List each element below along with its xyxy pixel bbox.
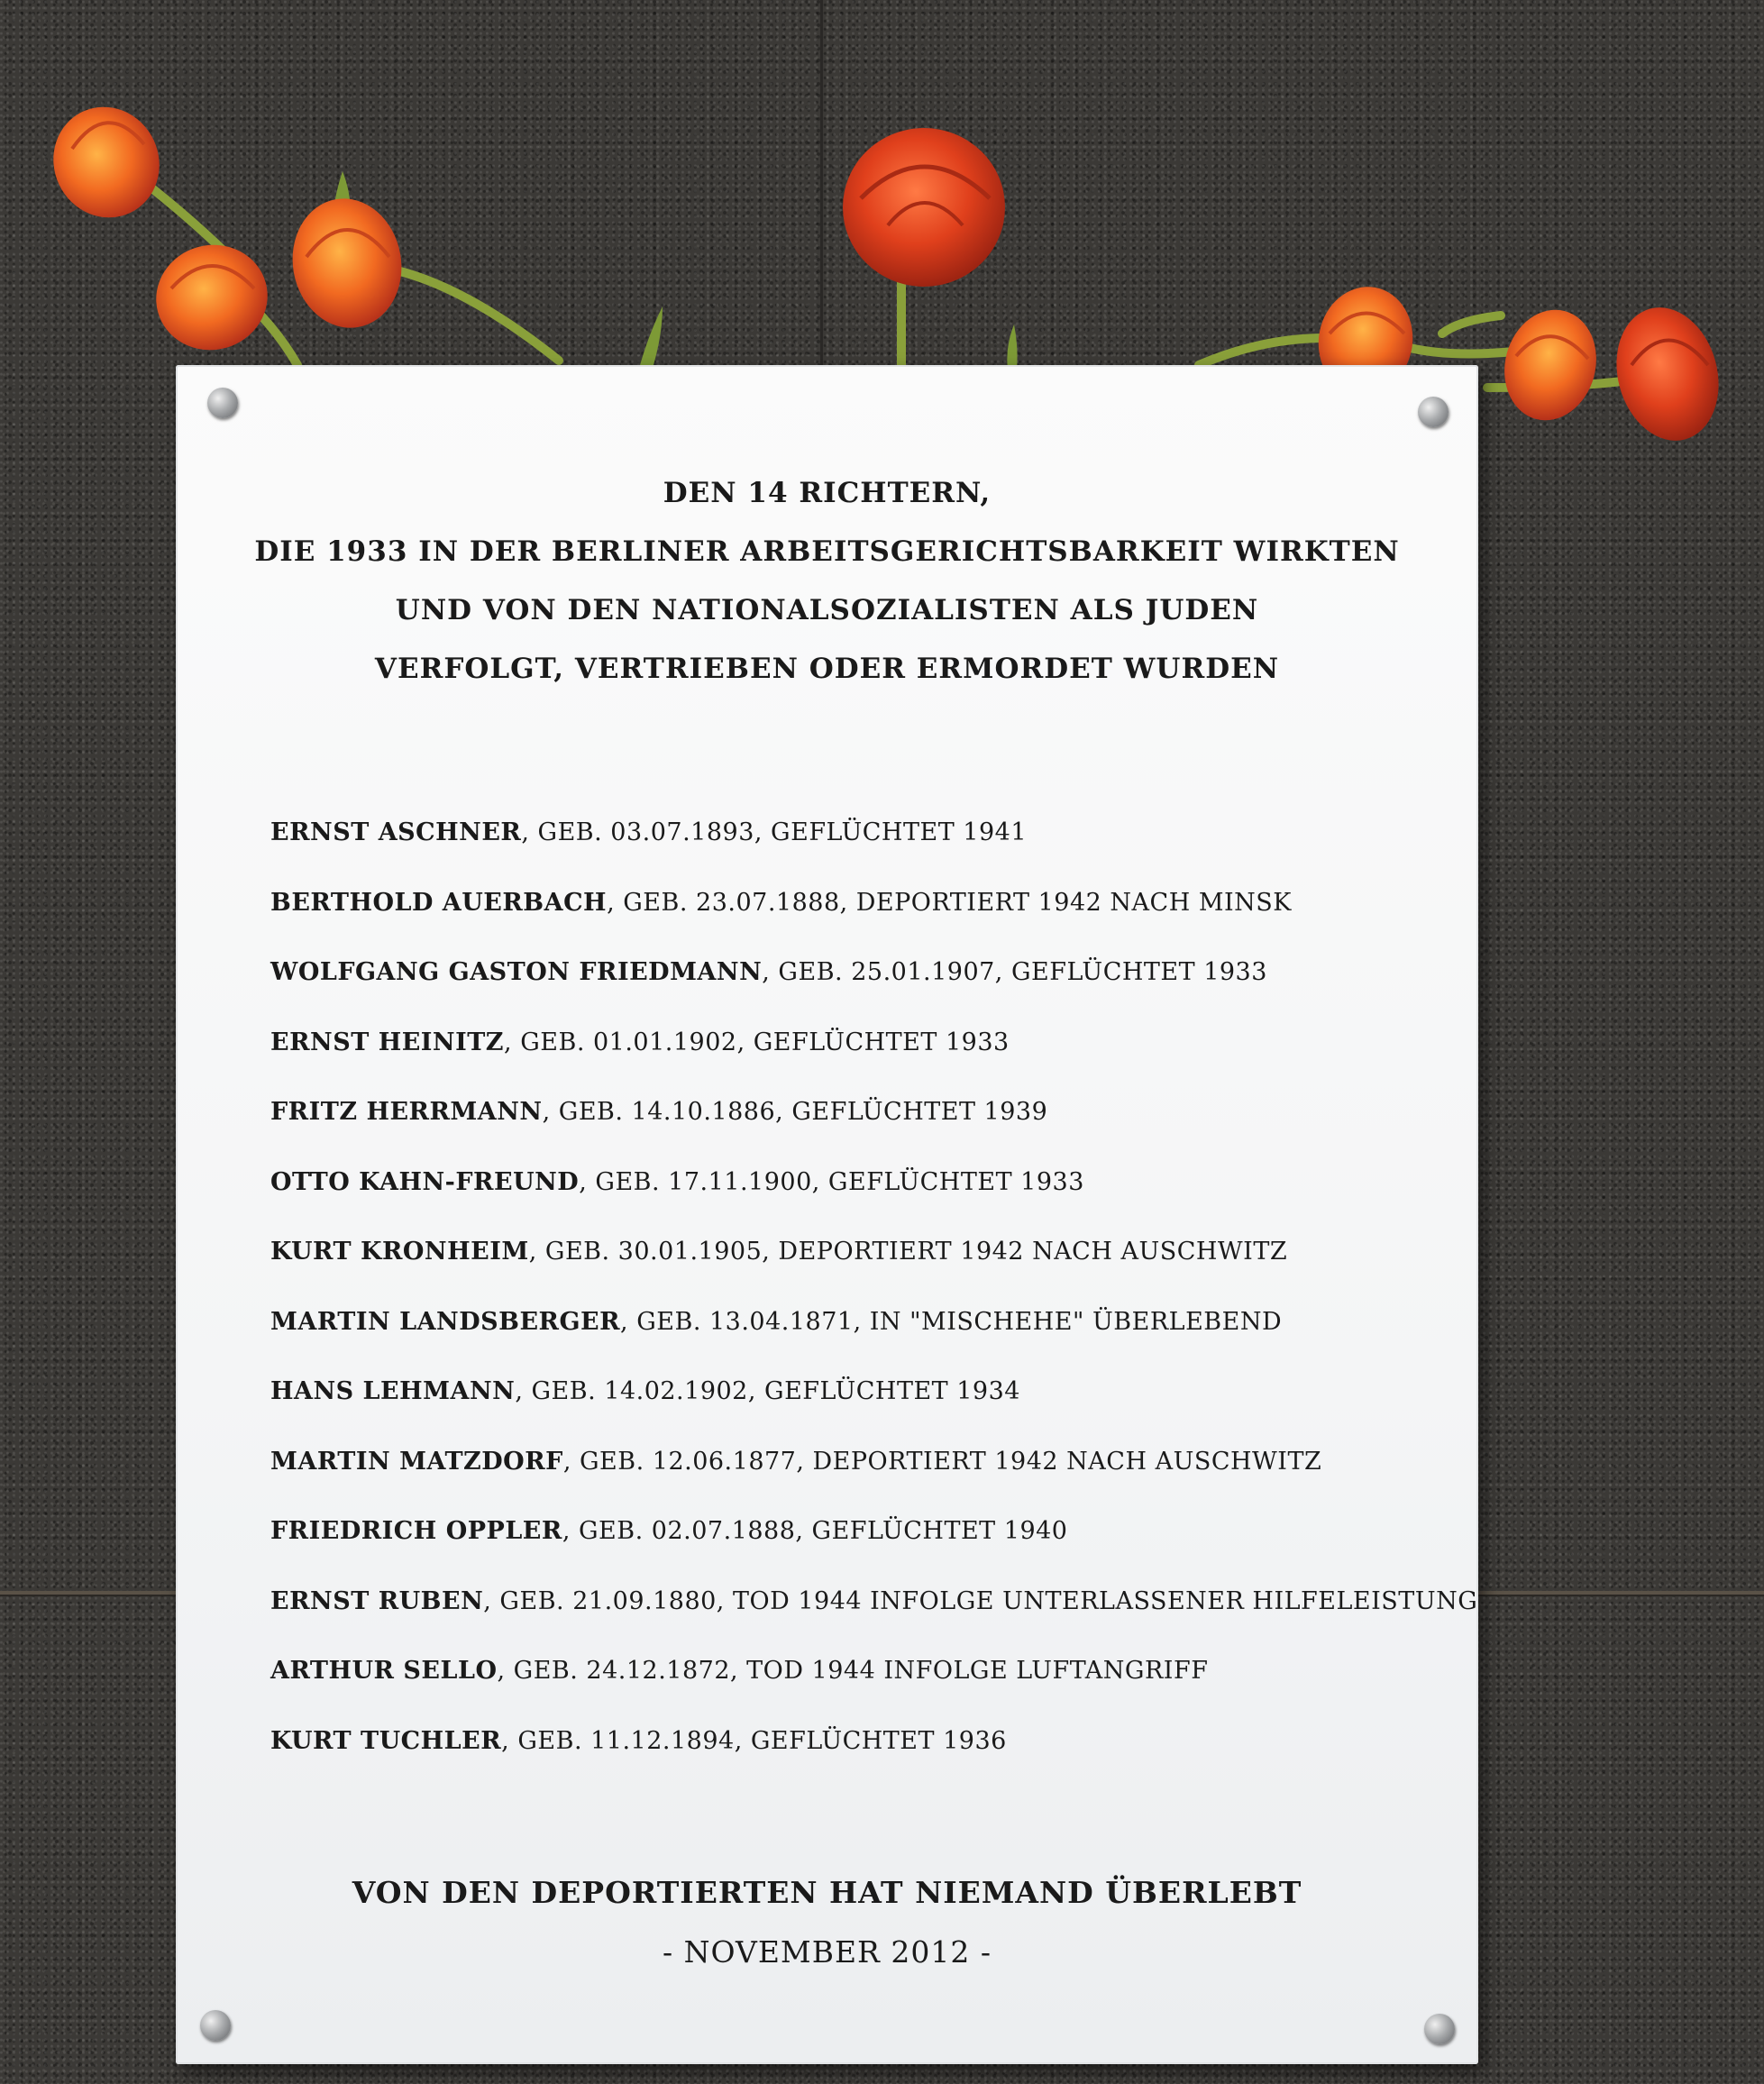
judge-details: , GEB. 03.07.1893, GEFLÜCHTET 1941 [521,818,1027,846]
mounting-bolt [1418,397,1449,427]
tulip-leaf [1007,324,1017,370]
tulip-bloom [843,128,1005,287]
judge-name: ERNST RUBEN [270,1586,484,1615]
judge-details: , GEB. 14.02.1902, GEFLÜCHTET 1934 [515,1377,1020,1405]
mounting-bolt [207,388,238,418]
judge-details: , GEB. 12.06.1877, DEPORTIERT 1942 NACH AUSCHWITZ [562,1447,1322,1476]
judge-entry [270,937,1442,1008]
judge-entry [270,798,1442,868]
judge-entry [270,1636,1442,1706]
tulip-leaf [640,306,663,365]
tulip-stem [397,270,559,361]
judge-list [270,798,1478,1776]
heading-line: DIE 1933 IN DER BERLINER ARBEITSGERICHTSBARKEIT WIRKTEN [254,535,1400,568]
judge-entry [270,1008,1442,1078]
judge-entry [270,1077,1442,1147]
tulip-stem [1199,338,1325,365]
tulip-stem [1442,315,1501,334]
mounting-bolt [1424,2014,1455,2044]
plaque-heading [176,464,1478,699]
tulip-bloom [1493,299,1609,431]
tulip-bloom [1602,296,1732,452]
judge-name: WOLFGANG GASTON FRIEDMANN [270,958,763,986]
tulip-bloom [144,233,279,362]
footer-date: - NOVEMBER 2012 - [663,1934,992,1970]
judge-name: KURT TUCHLER [270,1726,502,1755]
mounting-bolt [200,2010,231,2041]
judge-details: , GEB. 25.01.1907, GEFLÜCHTET 1933 [762,958,1267,986]
judge-details: , GEB. 24.12.1872, TOD 1944 INFOLGE LUFTANGRIFF [497,1657,1209,1685]
judge-entry [270,868,1442,938]
judge-name: KURT KRONHEIM [270,1238,529,1266]
heading-line: DEN 14 RICHTERN, [663,477,992,509]
judge-entry [270,1706,1442,1777]
heading-line: UND VON DEN NATIONALSOZIALISTEN ALS JUDEN [395,594,1259,626]
judge-name: ERNST HEINITZ [270,1028,505,1056]
judge-entry [270,1147,1442,1218]
tulip-bloom [35,89,178,234]
judge-details: , GEB. 02.07.1888, GEFLÜCHTET 1940 [562,1517,1068,1545]
judge-entry [270,1357,1442,1427]
judge-name: FRITZ HERRMANN [270,1098,543,1126]
judge-entry [270,1427,1442,1497]
judge-name: FRIEDRICH OPPLER [270,1517,562,1545]
heading-line: VERFOLGT, VERTRIEBEN ODER ERMORDET WURDEN [374,653,1280,685]
judge-name: MARTIN LANDSBERGER [270,1307,621,1336]
judge-name: HANS LEHMANN [270,1377,516,1405]
judge-name: ARTHUR SELLO [270,1657,498,1685]
judge-name: OTTO KAHN-FREUND [270,1167,580,1196]
footer-statement: VON DEN DEPORTIERTEN HAT NIEMAND ÜBERLEBT [352,1875,1302,1910]
judge-name: ERNST ASCHNER [270,818,522,846]
plaque-footer [176,1866,1478,1979]
judge-details: , GEB. 21.09.1880, TOD 1944 INFOLGE UNTERLASSENER HILFELEISTUNG [483,1586,1478,1615]
judge-name: MARTIN MATZDORF [270,1447,563,1476]
judge-details: , GEB. 11.12.1894, GEFLÜCHTET 1936 [501,1726,1007,1755]
judge-details: , GEB. 17.11.1900, GEFLÜCHTET 1933 [579,1167,1084,1196]
judge-details: , GEB. 23.07.1888, DEPORTIERT 1942 NACH MINSK [607,888,1292,917]
judge-entry [270,1217,1442,1287]
judge-details: , GEB. 01.01.1902, GEFLÜCHTET 1933 [504,1028,1010,1056]
judge-details: , GEB. 13.04.1871, IN "MISCHEHE" ÜBERLEBEND [620,1307,1283,1336]
judge-entry [270,1287,1442,1357]
judge-name: BERTHOLD AUERBACH [270,888,608,917]
judge-entry [270,1496,1442,1567]
judge-details: , GEB. 14.10.1886, GEFLÜCHTET 1939 [542,1098,1048,1126]
tulip-bloom [282,190,411,337]
judge-details: , GEB. 30.01.1905, DEPORTIERT 1942 NACH AUSCHWITZ [528,1238,1288,1266]
judge-entry [270,1567,1478,1637]
